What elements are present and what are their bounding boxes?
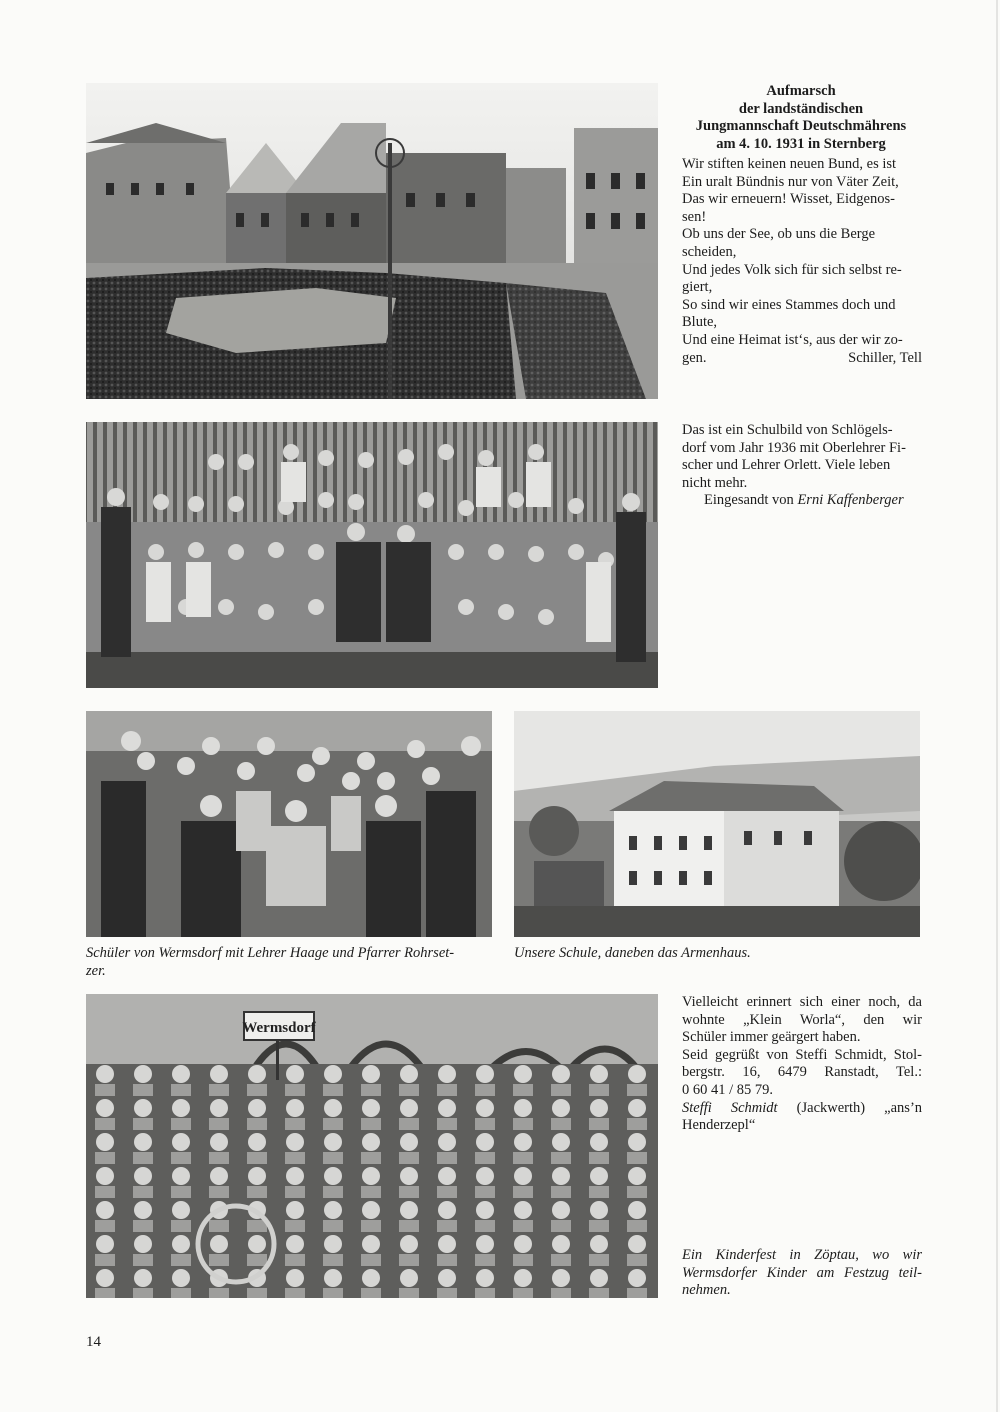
caption-children-festival [682, 1247, 922, 1300]
heading-line: der landständischen [738, 100, 864, 117]
caption-line: nehmen. [682, 1282, 731, 1299]
photo-children-festival [86, 994, 658, 1298]
author-name: Steffi Schmidt [682, 1099, 778, 1116]
poem-line: sen! [682, 208, 707, 225]
poem-line: gen. [682, 349, 707, 366]
poem-line: Und eine Heimat ist‘s, aus der wir zo- [682, 331, 903, 348]
school-description [682, 422, 922, 510]
caption-line: Wermsdorfer Kinder am Festzug teil- [682, 1264, 922, 1281]
poem-line: scheiden, [682, 243, 737, 260]
heading-line: Aufmarsch [766, 83, 836, 99]
photo-school-building [514, 711, 920, 937]
text-line: Das ist ein Schulbild von Schlögels- [682, 422, 893, 438]
author-rest: (Jackwerth) „ans’n [796, 1099, 923, 1116]
text-line: nicht mehr. [682, 474, 748, 491]
text-line: Seid gegrüßt von Steffi Schmidt, Stol- [682, 1046, 922, 1063]
heading-line: Jungmannschaft Deutschmährens [695, 118, 907, 134]
sender-line [682, 492, 922, 510]
caption-line: Schüler von Wermsdorf mit Lehrer Haage und Pfarrer Rohrset- [86, 945, 455, 961]
caption-wermsdorf-pupils [86, 945, 496, 980]
text-line: wohnte „Klein Worla“, den wir [682, 1011, 922, 1028]
page-number: 14 [86, 1334, 101, 1350]
text-line: Vielleicht erinnert sich einer noch, da [682, 994, 922, 1010]
poem-last-line [682, 350, 922, 368]
poem-block [682, 156, 922, 367]
poem-line: Das wir erneuern! Wisset, Eidgenos- [682, 191, 895, 208]
heading-sternberg [672, 83, 930, 153]
poem-line: Und jedes Volk sich für sich selbst re- [682, 261, 902, 278]
author-line [682, 1100, 922, 1118]
photo-school-1936 [86, 422, 658, 688]
poem-line: Ein uralt Bündnis nur von Väter Zeit, [682, 173, 899, 190]
poem-line: Wir stiften keinen neuen Bund, es ist [682, 156, 897, 172]
text-line: scher und Lehrer Orlett. Viele leben [682, 457, 891, 474]
text-line: dorf vom Jahr 1936 mit Oberlehrer Fi- [682, 439, 906, 456]
sender-prefix: Eingesandt von [704, 492, 794, 509]
festival-sign-text: Wermsdorf [242, 1020, 316, 1036]
sender-name: Erni Kaffenberger [797, 492, 904, 509]
poem-line: Ob uns der See, ob uns die Berge [682, 226, 876, 243]
poem-line: giert, [682, 279, 713, 296]
caption-school-building: Unsere Schule, daneben das Armenhaus. [514, 945, 751, 961]
poem-attribution: Schiller, Tell [848, 349, 922, 366]
text-line: Schüler immer geärgert haben. [682, 1029, 861, 1046]
text-line: bergstr. 16, 6479 Ranstadt, Tel.: [682, 1064, 922, 1081]
poem-line: So sind wir eines Stammes doch und [682, 296, 896, 313]
caption-line: Ein Kinderfest in Zöptau, wo wir [682, 1247, 922, 1263]
poem-line: Blute, [682, 314, 718, 331]
photo-wermsdorf-pupils [86, 711, 492, 937]
memory-text [682, 994, 922, 1135]
page-edge-divider [996, 0, 998, 1412]
caption-line: zer. [86, 962, 106, 979]
photo-sternberg-march [86, 83, 658, 399]
text-line: 0 60 41 / 85 79. [682, 1081, 774, 1098]
heading-line: am 4. 10. 1931 in Sternberg [716, 135, 886, 152]
text-line: Henderzepl“ [682, 1117, 756, 1134]
